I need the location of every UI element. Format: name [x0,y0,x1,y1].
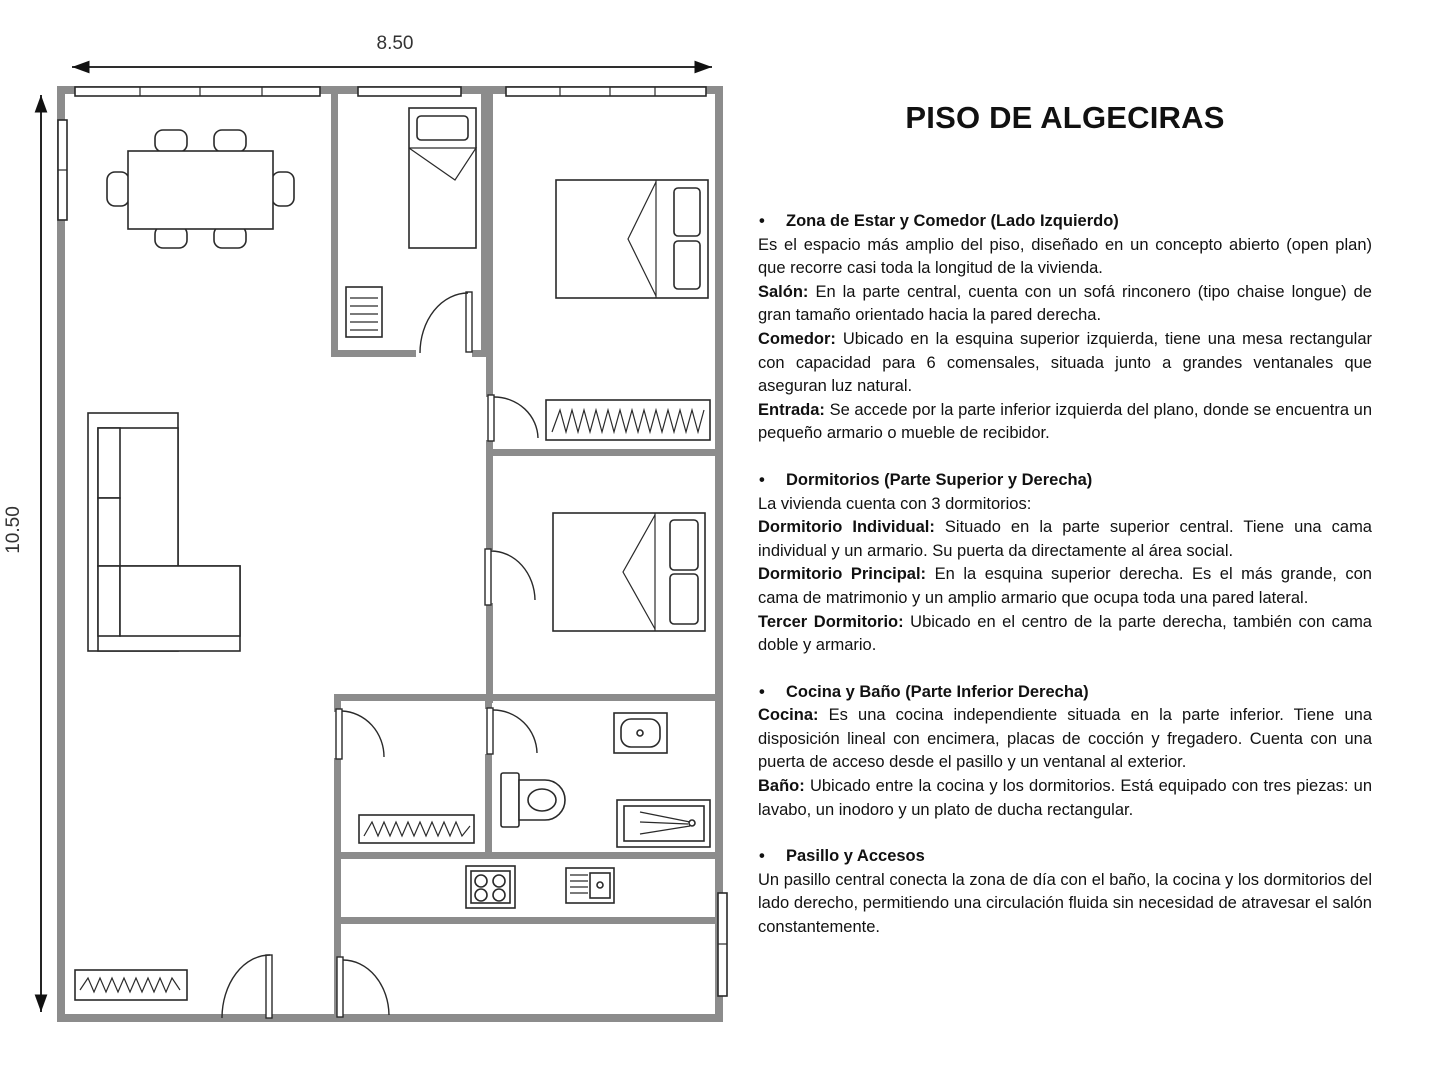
paragraph-label: Baño: [758,777,805,796]
bullet-icon: • [759,682,765,701]
paragraph-text: La vivienda cuenta con 3 dormitorios: [758,494,1032,513]
paragraph-text: Situado en la parte superior central. Tiene una cama individual y un armario. Su puerta da directamente al área social. [758,518,1372,560]
paragraph [758,234,1372,281]
section-heading [758,845,1372,869]
section-heading-text: Zona de Estar y Comedor (Lado Izquierdo) [786,212,1119,230]
width-dimension [72,33,712,67]
section-heading-text: Pasillo y Accesos [786,847,925,866]
section-heading [758,210,1372,234]
kitchen-sink [566,868,614,903]
section-kitchen-bath [758,681,1372,823]
single-bedroom-wardrobe [346,287,382,337]
paragraph [758,281,1372,328]
section-heading [758,681,1372,705]
section-heading-text: Cocina y Baño (Parte Inferior Derecha) [786,682,1089,701]
paragraph [758,563,1372,610]
paragraph [758,869,1372,940]
paragraph [758,611,1372,658]
storage-cabinet [359,815,474,843]
paragraph-label: Entrada: [758,400,825,419]
section-heading-text: Dormitorios (Parte Superior y Derecha) [786,470,1093,489]
master-bed [556,180,708,298]
paragraph [758,493,1372,517]
paragraph-text: Un pasillo central conecta la zona de día con el baño, la cocina y los dormitorios del lado derecho, permitiendo una circulación fluida sin necesidad de atravesar el salón constantemente. [758,870,1372,937]
paragraph-label: Tercer Dormitorio: [758,612,904,631]
bullet-icon: • [759,847,765,866]
paragraph-text: Se accede por la parte inferior izquierda del plano, donde se encuentra un pequeño armario o mueble de recibidor. [758,400,1372,443]
cooktop [466,866,515,908]
paragraph-label: Cocina: [758,706,819,725]
section-heading [758,469,1372,493]
paragraph-label: Comedor: [758,329,836,348]
paragraph [758,775,1372,822]
height-dimension-label: 10.50 [3,506,24,554]
paragraph [758,704,1372,775]
description-panel [758,100,1372,963]
master-wardrobe [546,400,710,440]
height-dimension [3,95,41,1012]
single-bed [409,108,476,248]
section-corridor [758,845,1372,939]
page-title: PISO DE ALGECIRAS [905,100,1225,135]
bullet-icon: • [759,470,765,489]
paragraph-text: Es el espacio más amplio del piso, diseñado en un concepto abierto (open plan) que recorre casi toda la longitud de la vivienda. [758,235,1372,278]
paragraph [758,399,1372,446]
section-living-dining [758,210,1372,446]
shower-tray [617,800,710,847]
paragraph [758,516,1372,563]
paragraph-label: Dormitorio Individual: [758,518,935,537]
washbasin [614,713,667,753]
paragraph-text: En la parte central, cuenta con un sofá rinconero (tipo chaise longue) de gran tamaño orientado hacia la pared derecha. [758,282,1372,325]
paragraph-label: Dormitorio Principal: [758,565,927,584]
entrance-cabinet [75,970,187,1000]
paragraph-text: Ubicado en el centro de la parte derecha, también con cama doble y armario. [758,612,1372,655]
paragraph-text: Ubicado en la esquina superior izquierda, tiene una mesa rectangular con capacidad para 6 comensales, situada junto a grandes ventanales que aseguran luz natural. [758,329,1372,396]
bullet-icon: • [759,212,765,230]
paragraph-text: Ubicado entre la cocina y los dormitorios. Está equipado con tres piezas: un lavabo, un inodoro y un plato de ducha rectangular. [758,777,1372,819]
paragraph-label: Salón: [758,282,809,301]
third-bed [553,513,705,631]
paragraph-text: Es una cocina independiente situada en la parte inferior. Tiene una disposición lineal con encimera, placas de cocción y fregadero. Cuenta con una puerta de acceso desde el pasillo y un ventanal al exterior. [758,706,1372,772]
paragraph [758,328,1372,399]
section-bedrooms [758,469,1372,658]
paragraph-text: En la esquina superior derecha. Es el más grande, con cama de matrimonio y un amplio armario que ocupa toda una pared lateral. [758,565,1372,607]
width-dimension-label: 8.50 [376,33,414,54]
